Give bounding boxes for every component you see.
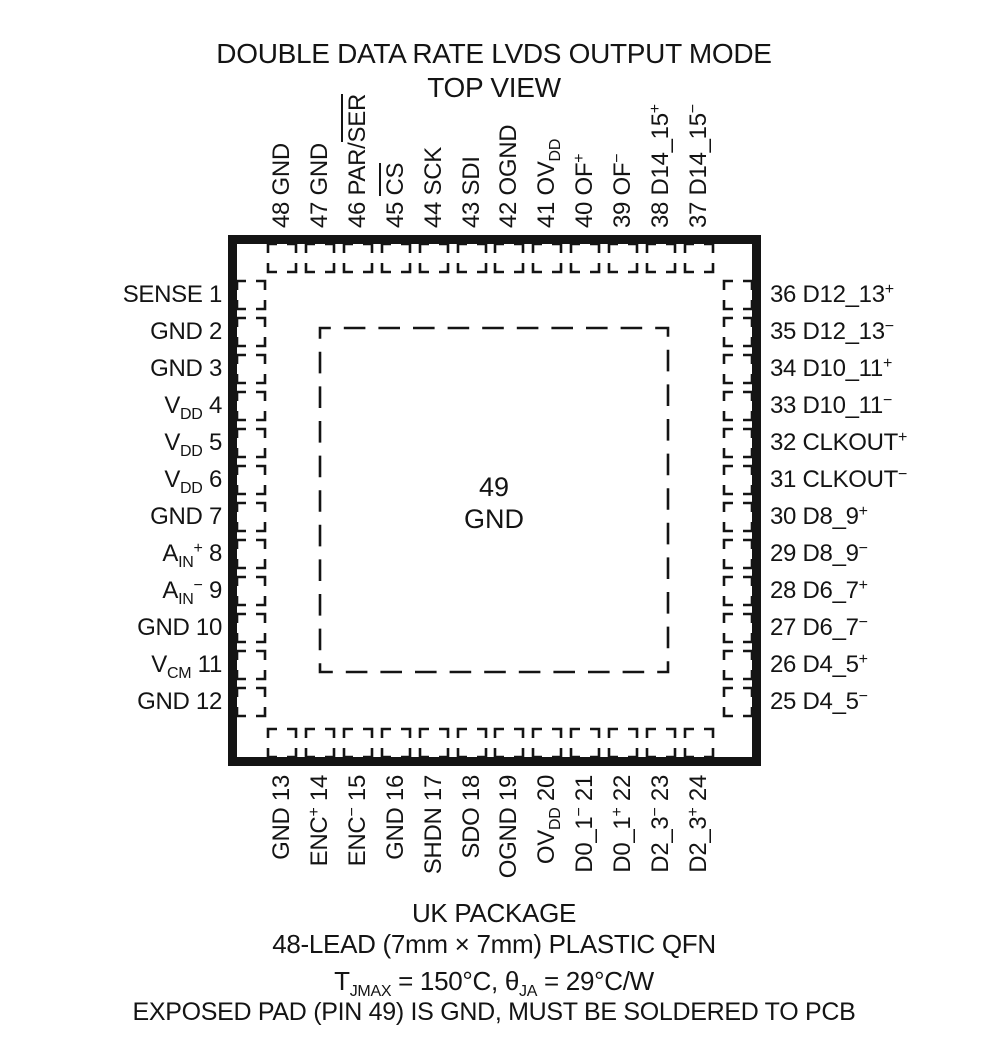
pin-name-part: − <box>344 807 361 817</box>
pin-label-41 <box>533 58 564 228</box>
pin-label-9 <box>62 577 222 608</box>
package-name: UK PACKAGE <box>411 898 577 928</box>
pin-label-26 <box>770 651 990 679</box>
thermal-note <box>0 966 988 1000</box>
pin-pad-33 <box>724 392 752 420</box>
pin-name-part: + <box>858 651 868 668</box>
pin-name-part: − <box>858 688 868 705</box>
pin-number: 1 <box>208 281 222 308</box>
pin-label-45 <box>382 58 410 228</box>
pin-number: 35 <box>770 318 797 345</box>
pin-label-5 <box>62 429 222 460</box>
pin-label-28 <box>770 577 990 605</box>
pin-pad-18 <box>458 729 486 757</box>
pin-number: 33 <box>770 392 797 419</box>
pin-label-39 <box>609 58 637 228</box>
pin-label-4 <box>62 392 222 423</box>
pin-name-part: D2_3 <box>647 816 674 873</box>
pin-label-46 <box>344 58 372 228</box>
pin-name-part: GND <box>150 503 203 530</box>
pin-label-6 <box>62 466 222 497</box>
pin-pad-28 <box>724 577 752 605</box>
pin-pad-15 <box>344 729 372 757</box>
pin-number: 10 <box>195 614 222 641</box>
pin-label-40 <box>571 58 599 228</box>
pin-number: 6 <box>208 466 222 493</box>
pin-name-part: GND <box>268 143 295 196</box>
pin-name-part: GND <box>150 355 203 382</box>
pin-pad-25 <box>724 688 752 716</box>
pin-pad-31 <box>724 466 752 494</box>
pin-name-part: + <box>571 153 588 163</box>
pin-number: 11 <box>197 651 222 678</box>
pin-label-42 <box>495 58 523 228</box>
pin-name-part: D6_7 <box>802 577 859 604</box>
pin-number: 22 <box>609 775 636 802</box>
pin-name-part: IN <box>178 591 194 608</box>
pin-number: 7 <box>208 503 222 530</box>
thermal-part: = 29°C/W <box>537 966 654 996</box>
pin-label-31 <box>770 466 990 494</box>
pin-number: 36 <box>770 281 797 308</box>
pin-name-part: SDI <box>458 156 485 196</box>
pin-name-part: D10_11 <box>802 355 883 382</box>
pin-name-part: V <box>164 466 181 493</box>
pin-name-part: − <box>609 153 626 163</box>
pin-label-30 <box>770 503 990 531</box>
pin-pad-29 <box>724 540 752 568</box>
pin-pad-38 <box>647 244 675 272</box>
pin-name-part: GND <box>150 318 203 345</box>
pin-name-part: D12_13 <box>802 281 885 308</box>
pin-name-part: CM <box>167 665 192 682</box>
pin-name-part: D4_5 <box>802 688 859 715</box>
pin-number: 3 <box>208 355 222 382</box>
pin-name-part: OGND <box>495 807 522 879</box>
pin-label-12 <box>62 688 222 716</box>
pin-number: 28 <box>770 577 797 604</box>
pin-name-part: IN <box>178 554 194 571</box>
pin-label-8 <box>62 540 222 571</box>
pin-name-part: D14_15 <box>685 113 712 196</box>
pin-name-part: SDO <box>458 807 485 859</box>
pin-pad-43 <box>458 244 486 272</box>
pin-pad-9 <box>237 577 265 605</box>
pin-number: 47 <box>306 201 333 228</box>
pin-pad-46 <box>344 244 372 272</box>
pin-pad-6 <box>237 466 265 494</box>
pin-name-part: GND <box>268 807 295 860</box>
thermal-part: JA <box>519 983 538 1000</box>
pin-number: 15 <box>344 775 371 802</box>
pin-name-part: + <box>306 807 323 817</box>
thermal-part: T <box>334 966 350 996</box>
diagram-title: DOUBLE DATA RATE LVDS OUTPUT MODE <box>216 38 772 69</box>
pin-pad-19 <box>495 729 523 757</box>
pin-label-35 <box>770 318 990 346</box>
pin-pad-8 <box>237 540 265 568</box>
pin-name-part: OV <box>533 161 560 196</box>
pin-number: 37 <box>685 201 712 228</box>
thermal-part: = 150°C, θ <box>391 966 519 996</box>
pin-name-part: DD <box>547 138 564 162</box>
pin-pad-30 <box>724 503 752 531</box>
pin-label-1 <box>62 281 222 309</box>
pin-name-part: D6_7 <box>802 614 859 641</box>
pin-number: 26 <box>770 651 797 678</box>
pin-pad-24 <box>685 729 713 757</box>
pin-label-3 <box>62 355 222 383</box>
pin-number: 29 <box>770 540 797 567</box>
pin-pad-5 <box>237 429 265 457</box>
pin-name-part: SER <box>341 94 371 142</box>
pin-pad-21 <box>571 729 599 757</box>
pin-number: 4 <box>208 392 222 419</box>
pin-label-25 <box>770 688 990 716</box>
pin-pad-23 <box>647 729 675 757</box>
pin-label-32 <box>770 429 990 457</box>
pin-name-part: + <box>884 281 894 298</box>
pin-number: 27 <box>770 614 797 641</box>
pin-number: 13 <box>268 775 295 802</box>
pin-number: 40 <box>571 201 598 228</box>
pin-name-part: ENC <box>344 816 371 867</box>
pin-name-part: DD <box>180 480 203 497</box>
pin-name-part: D14_15 <box>647 113 674 196</box>
pin-name-part: − <box>571 807 588 817</box>
pin-number: 17 <box>420 775 447 802</box>
pin-pad-26 <box>724 651 752 679</box>
exposed-pad-note: EXPOSED PAD (PIN 49) IS GND, MUST BE SOLDERED TO PCB <box>132 998 856 1026</box>
pin-pad-34 <box>724 355 752 383</box>
pin-name-part: − <box>193 577 203 594</box>
pin-pad-13 <box>268 729 296 757</box>
pin-name-part: D2_3 <box>685 816 712 873</box>
pin-name-part: SHDN <box>420 807 447 875</box>
pin-number: 20 <box>533 775 560 802</box>
pin-number: 16 <box>382 775 409 802</box>
pin-pad-10 <box>237 614 265 642</box>
pin-name-part: + <box>193 540 203 557</box>
pin-pad-41 <box>533 244 561 272</box>
pin-number: 24 <box>685 775 712 802</box>
pin-number: 2 <box>208 318 222 345</box>
pin-name-part: + <box>647 104 664 114</box>
pin-number: 5 <box>208 429 222 456</box>
pin-number: 31 <box>770 466 797 493</box>
pin-name-part: D12_13 <box>802 318 885 345</box>
pin-pad-42 <box>495 244 523 272</box>
pin-name-part: − <box>882 392 893 409</box>
pin-number: 39 <box>609 201 636 228</box>
pin-name-part: V <box>164 392 181 419</box>
pin-label-33 <box>770 392 990 420</box>
pin-number: 8 <box>208 540 222 567</box>
thermal-part: JMAX <box>349 983 392 1000</box>
pin-pad-32 <box>724 429 752 457</box>
pin-pad-45 <box>382 244 410 272</box>
exposed-pad-label: GND <box>464 504 524 534</box>
pin-pad-7 <box>237 503 265 531</box>
pin-label-43 <box>458 58 486 228</box>
pin-number: 44 <box>420 201 447 228</box>
pin-pad-37 <box>685 244 713 272</box>
pin-name-part: OV <box>533 830 560 865</box>
pin-name-part: + <box>685 807 702 817</box>
pin-name-part: OGND <box>495 124 522 196</box>
pin-name-part: CS <box>379 163 409 196</box>
pin-pad-27 <box>724 614 752 642</box>
pin-pad-48 <box>268 244 296 272</box>
pin-name-part: − <box>858 614 868 631</box>
pin-name-part: D4_5 <box>802 651 859 678</box>
pin-name-part: SCK <box>420 147 447 196</box>
pin-name-part: GND <box>306 143 333 196</box>
pin-name-part: D8_9 <box>802 540 859 567</box>
pin-label-48 <box>268 58 296 228</box>
pin-number: 30 <box>770 503 797 530</box>
pin-name-part: DD <box>180 443 203 460</box>
pin-name-part: GND <box>382 807 409 860</box>
pin-name-part: D10_11 <box>802 392 883 419</box>
pin-name-part: DD <box>547 807 564 830</box>
pin-name-part: A <box>162 577 179 604</box>
pin-name-part: A <box>162 540 179 567</box>
pin-label-37 <box>685 58 713 228</box>
pin-name-part: − <box>858 540 868 557</box>
pin-pad-40 <box>571 244 599 272</box>
pin-label-10 <box>62 614 222 642</box>
pin-number: 38 <box>647 201 674 228</box>
pin-name-part: D8_9 <box>802 503 859 530</box>
pin-name-part: OF <box>571 162 598 196</box>
pin-name-part: CLKOUT <box>802 466 899 493</box>
pin-label-27 <box>770 614 990 642</box>
pin-number: 34 <box>770 355 797 382</box>
pin-pad-16 <box>382 729 410 757</box>
pin-name-part: + <box>882 355 893 372</box>
pin-pad-12 <box>237 688 265 716</box>
pin-label-34 <box>770 355 990 383</box>
pin-number: 32 <box>770 429 797 456</box>
pin-name-part: OF <box>609 162 636 196</box>
pin-label-29 <box>770 540 990 568</box>
pin-pad-47 <box>306 244 334 272</box>
pin-name-part: V <box>164 429 181 456</box>
pin-name-part: CLKOUT <box>802 429 899 456</box>
pin-name-part: − <box>884 318 894 335</box>
pin-name-part: − <box>685 104 702 114</box>
pin-pad-2 <box>237 318 265 346</box>
pin-name-part: − <box>898 466 908 483</box>
pin-number: 19 <box>495 775 522 802</box>
pin-pad-20 <box>533 729 561 757</box>
pin-name-part: + <box>898 429 908 446</box>
pin-name-part: D0_1 <box>609 816 636 873</box>
pin-name-part: V <box>151 651 167 678</box>
pin-name-part: GND <box>137 688 190 715</box>
pin-name-part: PAR/ <box>344 142 371 196</box>
pin-label-47 <box>306 58 334 228</box>
pin-pad-22 <box>609 729 637 757</box>
pin-number: 23 <box>647 775 674 802</box>
pin-number: 46 <box>344 201 371 228</box>
pin-pad-35 <box>724 318 752 346</box>
pin-name-part: + <box>858 577 868 594</box>
top-view-label: TOP VIEW <box>427 72 561 103</box>
pin-name-part: + <box>609 807 626 817</box>
pin-label-11 <box>62 651 222 682</box>
pin-pad-1 <box>237 281 265 309</box>
pin-name-part: + <box>858 503 868 520</box>
pin-name-part: SENSE <box>122 281 203 308</box>
pin-pad-39 <box>609 244 637 272</box>
pin-number: 12 <box>195 688 222 715</box>
pin-number: 18 <box>458 775 485 802</box>
pin-name-part: D0_1 <box>571 816 598 873</box>
pin-label-36 <box>770 281 990 309</box>
pin-pad-44 <box>420 244 448 272</box>
pin-number: 14 <box>306 775 333 802</box>
pin-number: 48 <box>268 201 295 228</box>
pin-label-2 <box>62 318 222 346</box>
pin-name-part: ENC <box>306 816 333 867</box>
pin-pad-3 <box>237 355 265 383</box>
pin-number: 45 <box>382 201 409 228</box>
pin-name-part: GND <box>137 614 190 641</box>
pin-name-part: − <box>647 807 664 817</box>
pin-name-part: DD <box>180 406 203 423</box>
pin-number: 21 <box>571 775 598 802</box>
pin-pad-36 <box>724 281 752 309</box>
pin-number: 43 <box>458 201 485 228</box>
exposed-pad-number: 49 <box>478 472 510 502</box>
pin-pad-14 <box>306 729 334 757</box>
pin-number: 25 <box>770 688 797 715</box>
pin-number: 9 <box>208 577 222 604</box>
pin-label-7 <box>62 503 222 531</box>
pin-label-38 <box>647 58 675 228</box>
package-desc: 48-LEAD (7mm × 7mm) PLASTIC QFN <box>272 929 716 959</box>
pin-label-44 <box>420 58 448 228</box>
pin-pad-11 <box>237 651 265 679</box>
pin-number: 42 <box>495 201 522 228</box>
pin-pad-4 <box>237 392 265 420</box>
pin-number: 41 <box>533 201 560 228</box>
pin-pad-17 <box>420 729 448 757</box>
